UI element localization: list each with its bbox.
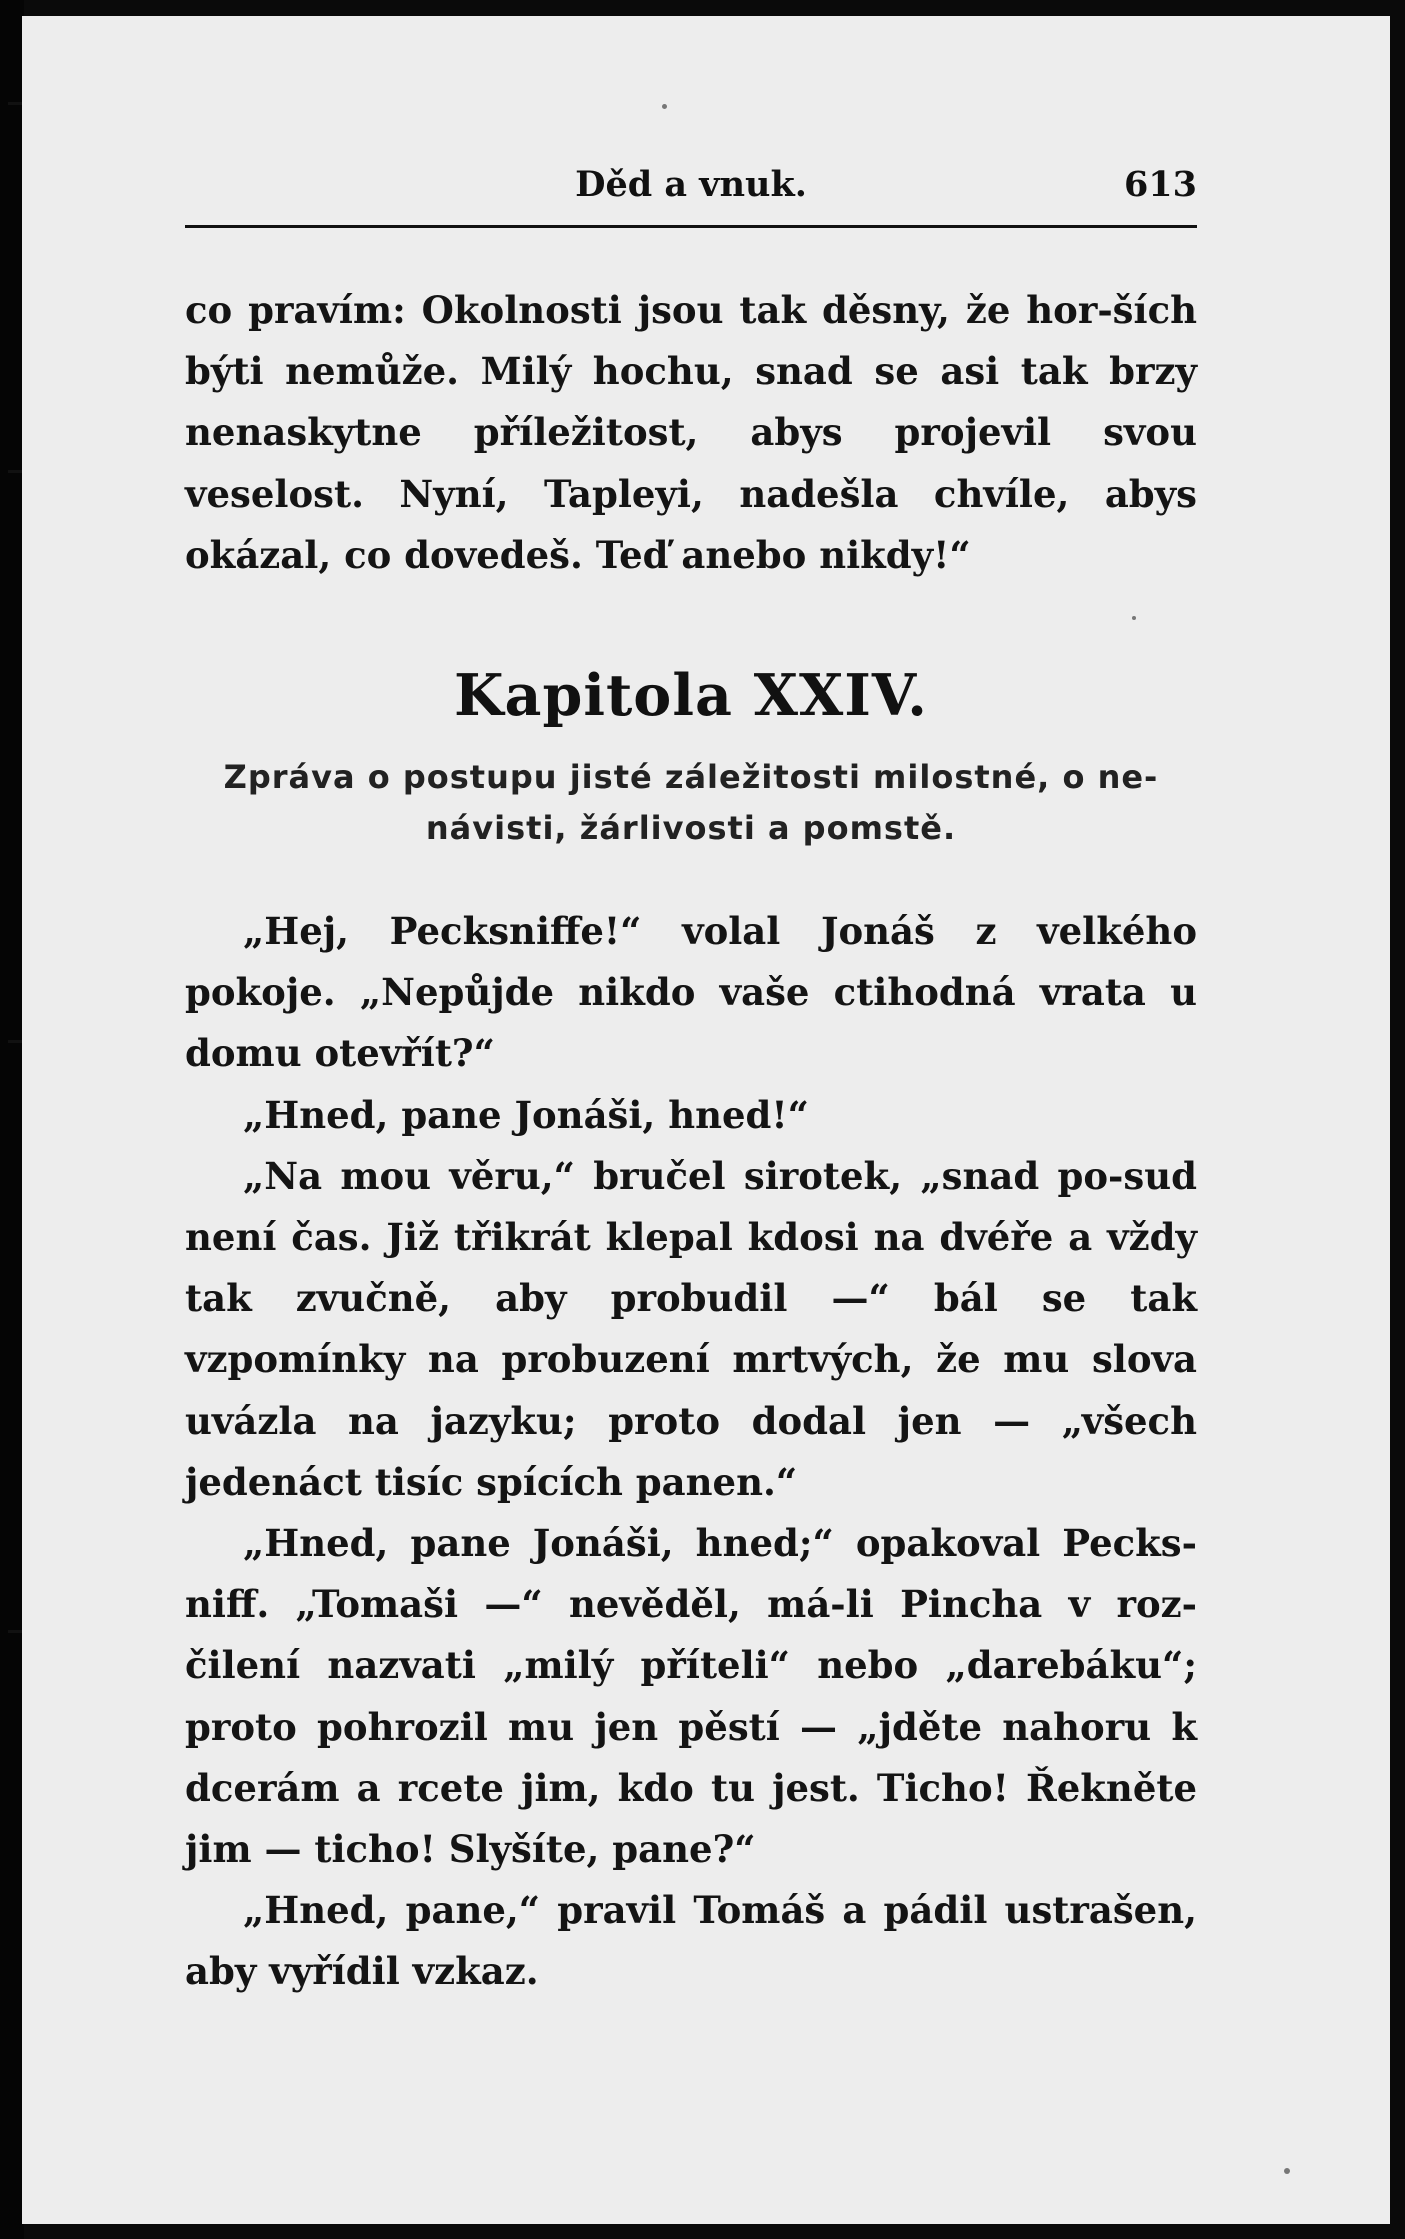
- page-header: [185, 160, 1197, 216]
- paragraph: „Hned, pane Jonáši, hned!“: [243, 1092, 809, 1137]
- page-body: [185, 280, 1197, 2003]
- paragraph: „Hned, pane,“ pravil Tomáš a pádil ustrašen, aby vyřídil vzkaz.: [185, 1888, 1197, 1994]
- running-title: Děd a vnuk.: [575, 164, 807, 205]
- chapter-title: Kapitola XXIV.: [454, 662, 928, 730]
- book-binding-edge: [0, 0, 24, 2239]
- paper-speck: [662, 104, 667, 109]
- opening-paragraph: co pravím: Okolnosti jsou tak děsny, že hor-ších býti nemůže. Milý hochu, snad se asi tak brzy nenaskytne příležitost, abys projevil svou veselost. Nyní, Tapleyi, nadešla chvíle, abys okázal, co dovedeš. Teď anebo nikdy!“: [185, 288, 1197, 577]
- paper-speck: [1284, 2168, 1290, 2174]
- chapter-summary: Zpráva o postupu jisté záležitosti milostné, o ne-návisti, žárlivosti a pomstě.: [223, 758, 1159, 848]
- paragraph: „Hej, Pecksniffe!“ volal Jonáš z velkého pokoje. „Nepůjde nikdo vaše ctihodná vrata u domu otevřít?“: [185, 909, 1197, 1076]
- paragraph: „Hned, pane Jonáši, hned;“ opakoval Pecks-niff. „Tomaši —“ nevěděl, má-li Pincha v roz-čilení nazvati „milý příteli“ nebo „darebáku“; proto pohrozil mu jen pěstí — „jděte nahoru k dcerám a rcete jim, kdo tu jest. Ticho! Řekněte jim — ticho! Slyšíte, pane?“: [185, 1521, 1197, 1872]
- page-number: 613: [1123, 164, 1197, 205]
- header-rule: [185, 225, 1197, 228]
- paragraph: „Na mou věru,“ bručel sirotek, „snad po-sud není čas. Již třikrát klepal kdosi na dvéře a vždy tak zvučně, aby probudil —“ bál se tak vzpomínky na probuzení mrtvých, že mu slova uvázla na jazyku; proto dodal jen — „všech jedenáct tisíc spících panen.“: [185, 1153, 1197, 1504]
